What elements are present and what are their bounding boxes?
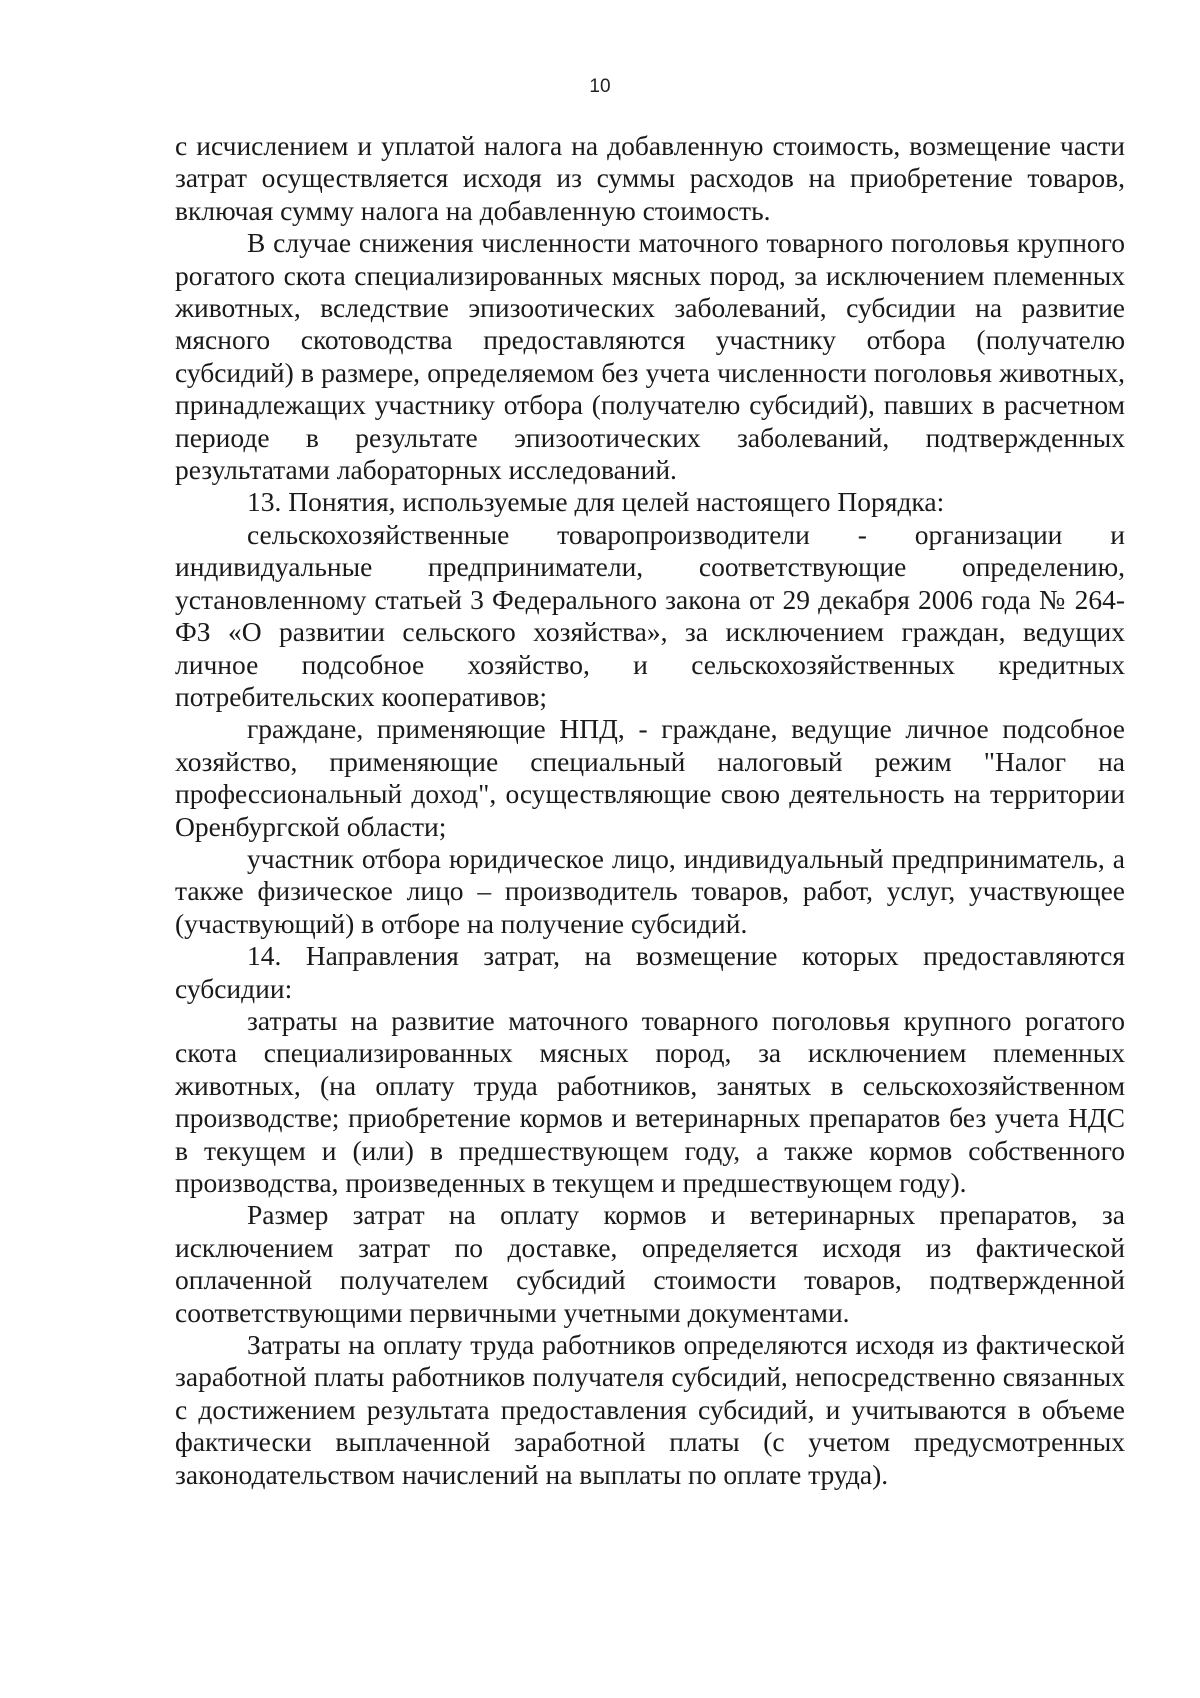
paragraph-definition-participant: участник отбора юридическое лицо, индивидуальный предприниматель, а также физическое лицо – производитель товаров, работ, услуг, участвующее (участвующий) в отборе на получение субсидий. (175, 842, 1125, 939)
paragraph-labor-costs: Затраты на оплату труда работников определяются исходя из фактической заработной платы работников получателя субсидий, непосредственно связанных с достижением результата предоставления субсидий, и учитываются в объеме фактически выплаченной заработной платы (с учетом предусмотренных законодательством начислений на выплаты по оплате труда). (175, 1329, 1125, 1490)
paragraph-cost-directions: затраты на развитие маточного товарного поголовья крупного рогатого скота специализированных мясных пород, за исключением племенных животных, (на оплату труда работников, занятых в сельскохозяйственном производстве; приобретение кормов и ветеринарных препаратов без учета НДС в текущем и (или) в предшествующем году, а также кормов собственного производства, произведенных в текущем и предшествующем году). (175, 1004, 1125, 1198)
document-body (175, 130, 1125, 1491)
paragraph-section-14-heading: 14. Направления затрат, на возмещение которых предоставляются субсидии: (175, 940, 1125, 1004)
paragraph-continuation: с исчислением и уплатой налога на добавленную стоимость, возмещение части затрат осуществляется исходя из суммы расходов на приобретение товаров, включая сумму налога на добавленную стоимость. (175, 130, 1125, 226)
paragraph-definition-producers: сельскохозяйственные товаропроизводители - организации и индивидуальные предприниматели, соответствующие определению, установленному статьей 3 Федерального закона от 29 декабря 2006 года № 264-ФЗ «О развитии сельского хозяйства», за исключением граждан, ведущих личное подсобное хозяйство, и сельскохозяйственных кредитных потребительских кооперативов; (175, 518, 1125, 712)
paragraph-section-13-heading: 13. Понятия, используемые для целей настоящего Порядка: (247, 486, 945, 518)
paragraph-definition-npd-citizens: граждане, применяющие НПД, - граждане, ведущие личное подсобное хозяйство, применяющие специальный налоговый режим "Налог на профессиональный доход", осуществляющие свою деятельность на территории Оренбургской области; (175, 713, 1125, 842)
paragraph-feed-costs: Размер затрат на оплату кормов и ветеринарных препаратов, за исключением затрат по доставке, определяется исходя из фактической оплаченной получателем субсидий стоимости товаров, подтвержденной соответствующими первичными учетными документами. (175, 1199, 1125, 1328)
paragraph-livestock-decline: В случае снижения численности маточного товарного поголовья крупного рогатого скота специализированных мясных пород, за исключением племенных животных, вследствие эпизоотических заболеваний, субсидии на развитие мясного скотоводства предоставляются участнику отбора (получателю субсидий) в размере, определяемом без учета численности поголовья животных, принадлежащих участнику отбора (получателю субсидий), павших в расчетном периоде в результате эпизоотических заболеваний, подтвержденных результатами лабораторных исследований. (175, 227, 1125, 486)
page-number: 10 (589, 76, 611, 97)
